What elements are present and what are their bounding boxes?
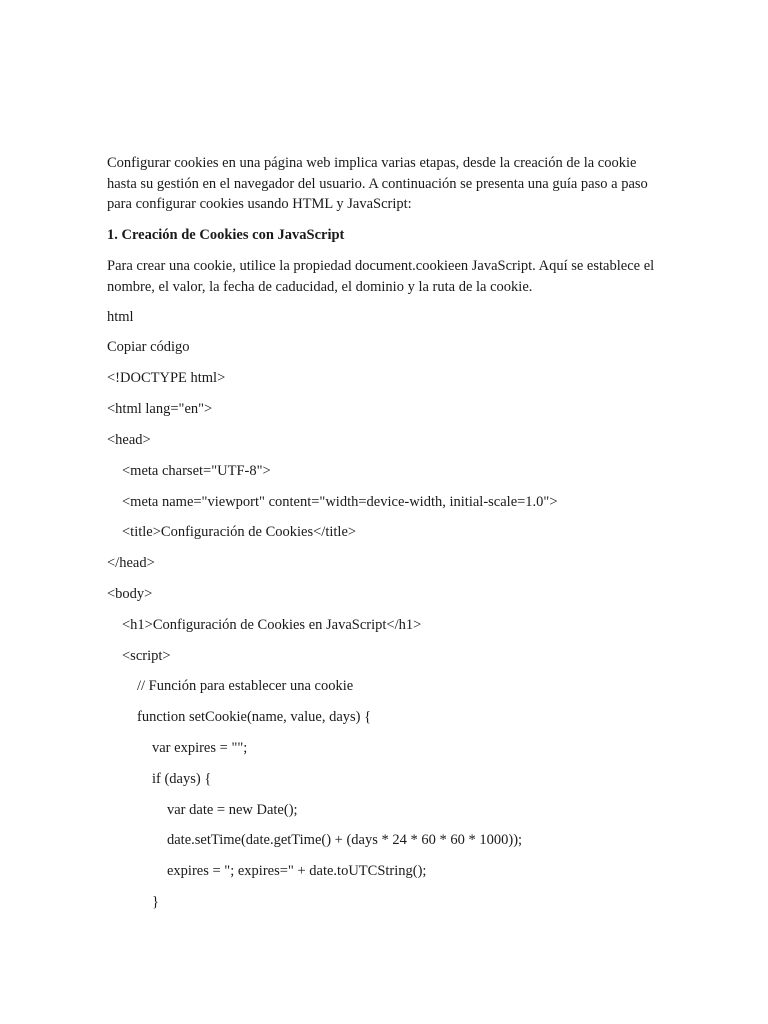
copy-code-label: Copiar código [107, 339, 190, 355]
code-language-label: html [107, 309, 134, 325]
code-line: <head> [107, 432, 151, 448]
code-line: <body> [107, 586, 153, 602]
code-line: if (days) { [152, 771, 212, 787]
section-description: Para crear una cookie, utilice la propiedad document.cookieen JavaScript. Aquí se establece el nombre, el valor, la fecha de caducidad, el dominio y la ruta de la cookie. [107, 258, 655, 295]
code-line: expires = "; expires=" + date.toUTCString(); [167, 863, 427, 879]
code-line: <title>Configuración de Cookies</title> [122, 524, 357, 540]
code-line: <!DOCTYPE html> [107, 370, 226, 386]
section-heading: 1. Creación de Cookies con JavaScript [107, 227, 345, 243]
code-line: date.setTime(date.getTime() + (days * 24 * 60 * 60 * 1000)); [167, 832, 523, 848]
code-line: function setCookie(name, value, days) { [137, 709, 372, 725]
code-line: <h1>Configuración de Cookies en JavaScript</h1> [122, 617, 422, 633]
code-line: <meta name="viewport" content="width=device-width, initial-scale=1.0"> [122, 494, 558, 510]
code-line: <script> [122, 648, 171, 664]
code-line: <html lang="en"> [107, 401, 213, 417]
intro-paragraph: Configurar cookies en una página web implica varias etapas, desde la creación de la cookie hasta su gestión en el navegador del usuario. A continuación se presenta una guía paso a paso para configurar cookies usando HTML y JavaScript: [107, 155, 648, 212]
code-line: var date = new Date(); [167, 802, 298, 818]
code-line: // Función para establecer una cookie [137, 678, 354, 694]
code-line: <meta charset="UTF-8"> [122, 463, 271, 479]
code-line: } [152, 894, 159, 910]
code-line: var expires = ""; [152, 740, 248, 756]
code-line: </head> [107, 555, 155, 571]
